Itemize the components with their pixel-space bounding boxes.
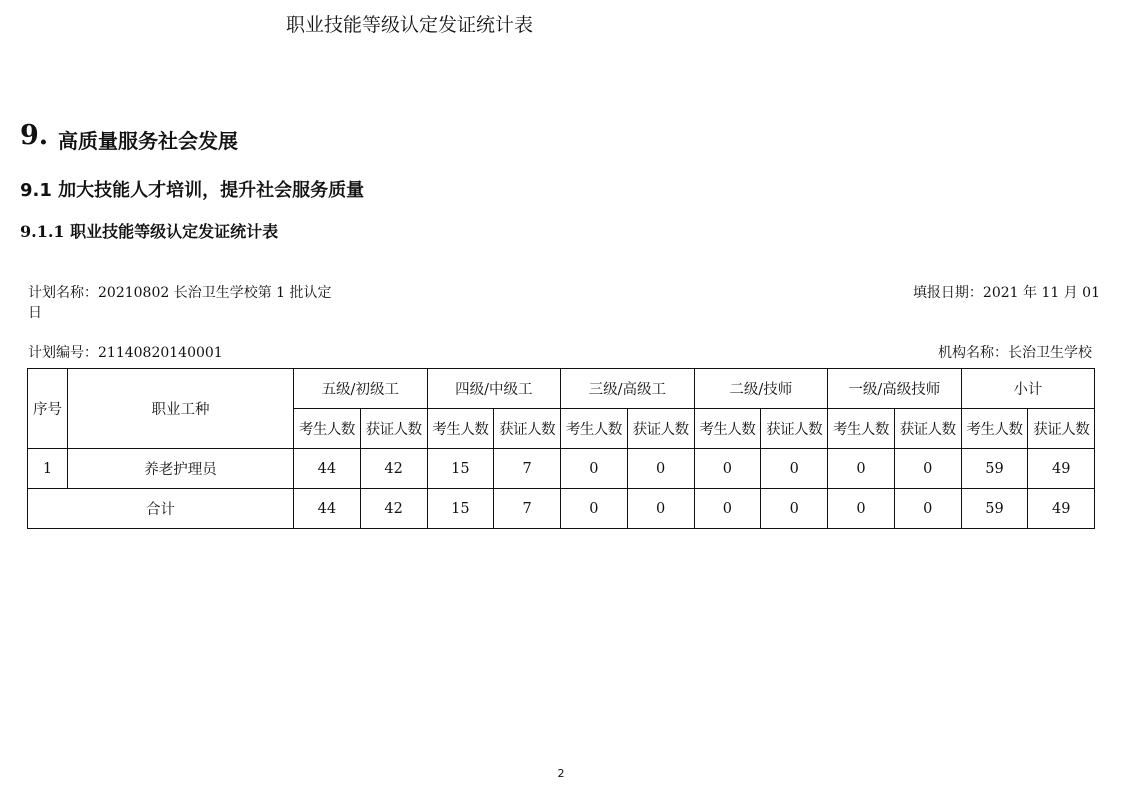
total-value: 49 (1028, 489, 1095, 529)
header-group-subtotal: 小计 (961, 369, 1095, 409)
subheader-exam: 考生人数 (427, 409, 494, 449)
total-value: 0 (761, 489, 828, 529)
fill-date: 填报日期：2021 年 11 月 01 (912, 285, 1100, 301)
total-value: 7 (494, 489, 561, 529)
subheader-exam: 考生人数 (961, 409, 1028, 449)
total-value: 44 (294, 489, 361, 529)
row-job: 养老护理员 (68, 449, 294, 489)
table-total-row (28, 489, 1095, 529)
subsection-heading: 9.1 加大技能人才培训，提升社会服务质量 (20, 180, 365, 201)
plan-name: 计划名称：20210802 长治卫生学校第 1 批认定 (28, 285, 332, 301)
header-group-level5: 五级/初级工 (294, 369, 428, 409)
total-value: 59 (961, 489, 1028, 529)
total-value: 0 (694, 489, 761, 529)
table-header-row (28, 369, 1095, 409)
section-heading: 高质量服务社会发展 (58, 129, 238, 153)
subheader-cert: 获证人数 (627, 409, 694, 449)
subheader-exam: 考生人数 (828, 409, 895, 449)
subheader-cert: 获证人数 (494, 409, 561, 449)
row-value: 44 (294, 449, 361, 489)
row-value: 0 (828, 449, 895, 489)
row-seq: 1 (28, 449, 68, 489)
header-group-level4: 四级/中级工 (427, 369, 561, 409)
page-top-title: 职业技能等级认定发证统计表 (286, 14, 534, 36)
row-value: 0 (761, 449, 828, 489)
plan-name-continued: 日 (28, 305, 42, 321)
row-value: 0 (694, 449, 761, 489)
total-label: 合计 (28, 489, 294, 529)
subheader-cert: 获证人数 (1028, 409, 1095, 449)
header-job: 职业工种 (68, 369, 294, 449)
header-seq: 序号 (28, 369, 68, 449)
row-value: 42 (360, 449, 427, 489)
section-number: 9. (20, 120, 49, 151)
row-value: 59 (961, 449, 1028, 489)
total-value: 0 (627, 489, 694, 529)
organization-name: 机构名称：长治卫生学校 (938, 345, 1092, 361)
subheader-cert: 获证人数 (894, 409, 961, 449)
header-group-level1: 一级/高级技师 (828, 369, 962, 409)
subheader-exam: 考生人数 (294, 409, 361, 449)
total-value: 0 (828, 489, 895, 529)
row-value: 49 (1028, 449, 1095, 489)
subheader-cert: 获证人数 (761, 409, 828, 449)
header-group-level3: 三级/高级工 (561, 369, 695, 409)
subheader-exam: 考生人数 (694, 409, 761, 449)
table-row (28, 449, 1095, 489)
row-value: 0 (627, 449, 694, 489)
page-number: 2 (557, 767, 565, 780)
header-group-level2: 二级/技师 (694, 369, 828, 409)
row-value: 0 (894, 449, 961, 489)
certification-stats-table (27, 368, 1095, 529)
total-value: 42 (360, 489, 427, 529)
subheader-cert: 获证人数 (360, 409, 427, 449)
total-value: 0 (561, 489, 628, 529)
row-value: 15 (427, 449, 494, 489)
total-value: 0 (894, 489, 961, 529)
row-value: 7 (494, 449, 561, 489)
row-value: 0 (561, 449, 628, 489)
plan-number: 计划编号：21140820140001 (28, 345, 223, 361)
subheader-exam: 考生人数 (561, 409, 628, 449)
total-value: 15 (427, 489, 494, 529)
sub-subsection-heading: 9.1.1 职业技能等级认定发证统计表 (20, 222, 279, 241)
